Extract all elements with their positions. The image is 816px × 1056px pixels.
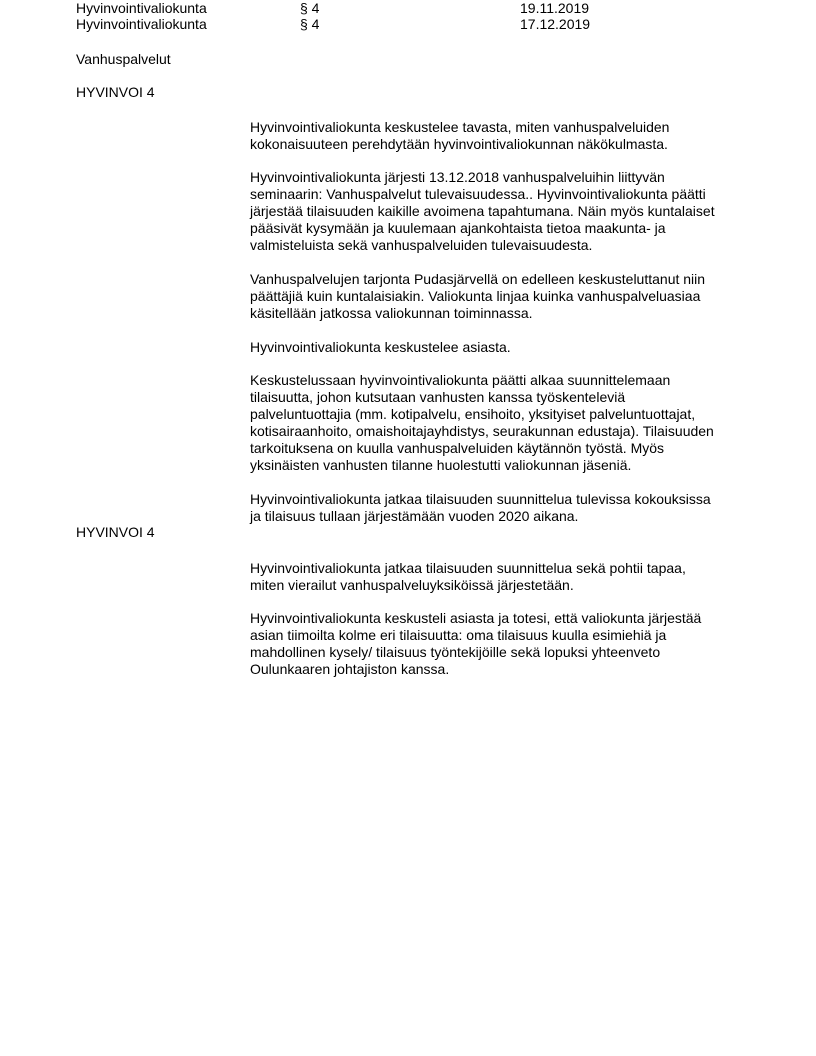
paragraph-5: Keskustelussaan hyvinvointivaliokunta päätti alkaa suunnittelemaan tilaisuutta, johon kutsutaan vanhusten kanssa työskenteleviä palveluntuottajia (mm. kotipalvelu, ensihoito, yksityiset palveluntuottajat, kotisairaanhoito, omaishoitajayhdistys, seurakunnan edustaja). Tilaisuuden tarkoituksena on kuulla vanhuspalveluiden käytännön työstä. Myös yksinäisten vanhusten tilanne huolestutti valiokunnan jäseniä.	[250, 372, 714, 473]
meeting-date: 17.12.2019	[520, 16, 591, 32]
paragraph-3: Vanhuspalvelujen tarjonta Pudasjärvellä on edelleen keskusteluttanut niin päättäjiä kuin kuntalaisiakin. Valiokunta linjaa kuinka vanhuspalveluasiaa käsitellään jatkossa valiokunnan toiminnassa.	[250, 271, 706, 321]
paragraph-2: Hyvinvointivaliokunta järjesti 13.12.2018 vanhuspalveluihin liittyvän seminaarin: Vanhuspalvelut tulevaisuudessa.. Hyvinvointivaliokunta päätti järjestää tilaisuuden kaikille avoimena tapahtumana. Näin myös kuntalaiset pääsivät kysymään ja kuulemaan ajankohtaista tietoa maakunta- ja valmisteluista sekä vanhuspalveluiden tulevaisuudesta.	[250, 169, 715, 253]
paragraph-7: Hyvinvointivaliokunta jatkaa tilaisuuden suunnittelua sekä pohtii tapaa, miten vierailut vanhuspalveluyksiköissä järjestetään.	[250, 560, 686, 593]
paragraph-4: Hyvinvointivaliokunta keskustelee asiasta.	[250, 339, 511, 355]
body-name: Hyvinvointivaliokunta	[76, 0, 207, 16]
section-number: § 4	[300, 16, 320, 32]
reference-label-2: HYVINVOI 4	[76, 524, 155, 540]
paragraph-1: Hyvinvointivaliokunta keskustelee tavasta, miten vanhuspalveluiden kokonaisuuteen perehdytään hyvinvointivaliokunnan näkökulmasta.	[250, 119, 670, 152]
reference-label-1: HYVINVOI 4	[76, 84, 155, 100]
paragraph-6: Hyvinvointivaliokunta jatkaa tilaisuuden suunnittelua tulevissa kokouksissa ja tilaisuus tullaan järjestämään vuoden 2020 aikana.	[250, 491, 711, 524]
paragraph-8: Hyvinvointivaliokunta keskusteli asiasta ja totesi, että valiokunta järjestää asian tiimoilta kolme eri tilaisuutta: oma tilaisuus kuulla esimiehiä ja mahdollinen kysely/ tilaisuus työntekijöille sekä lopuksi yhteenveto Oulunkaaren johtajiston kanssa.	[250, 610, 702, 677]
topic-title: Vanhuspalvelut	[76, 51, 171, 67]
body-name: Hyvinvointivaliokunta	[76, 16, 207, 32]
meeting-date: 19.11.2019	[520, 0, 590, 16]
section-number: § 4	[300, 0, 320, 16]
